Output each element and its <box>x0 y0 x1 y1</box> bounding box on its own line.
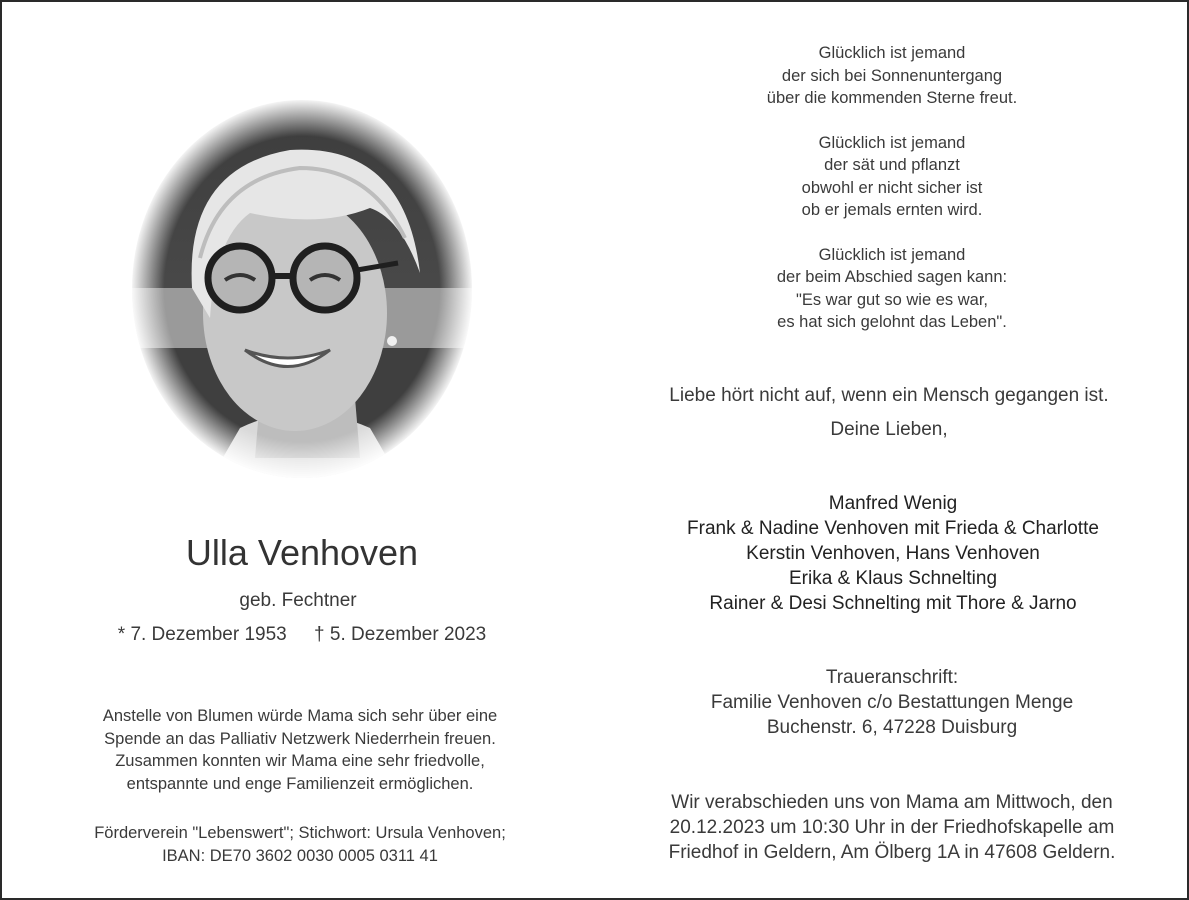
poem-line: über die kommenden Sterne freut. <box>766 89 1018 107</box>
poem-line: Glücklich ist jemand <box>818 44 966 62</box>
poem <box>596 42 1188 356</box>
death-date: 5. Dezember 2023 <box>329 624 487 645</box>
portrait-photo <box>130 98 474 480</box>
bank-details <box>2 822 598 867</box>
poem-line: es hat sich gelohnt das Leben". <box>777 313 1007 331</box>
donation-line: Anstelle von Blumen würde Mama sich sehr über eine <box>102 707 498 725</box>
funeral-line: Wir verabschieden uns von Mama am Mittwoch, den <box>671 792 1113 813</box>
poem-line: der sich bei Sonnenuntergang <box>781 66 1003 85</box>
donation-line: Zusammen konnten wir Mama eine sehr friedvolle, <box>115 752 485 770</box>
poem-line: ob er jemals ernten wird. <box>801 201 983 219</box>
poem-line: Glücklich ist jemand <box>818 133 966 152</box>
family-member: Kerstin Venhoven, Hans Venhoven <box>746 543 1040 564</box>
address-line: Buchenstr. 6, 47228 Duisburg <box>766 717 1018 738</box>
poem-line: "Es war gut so wie es war, <box>795 290 988 309</box>
birth-date: 7. Dezember 1953 <box>130 624 287 645</box>
closing-quote: Liebe hört nicht auf, wenn ein Mensch gegangen ist. <box>669 385 1109 406</box>
birth-star-icon: * <box>117 624 126 645</box>
funeral-line: Friedhof in Geldern, Am Ölberg 1A in 47608 Geldern. <box>668 842 1116 863</box>
address-line: Familie Venhoven c/o Bestattungen Menge <box>710 692 1074 713</box>
death-cross-icon: † <box>314 624 325 645</box>
life-dates <box>2 624 602 646</box>
family-member: Frank & Nadine Venhoven mit Frieda & Charlotte <box>687 518 1099 539</box>
poem-stanza <box>596 244 1188 334</box>
funeral-notice <box>596 790 1188 865</box>
poem-line: Glücklich ist jemand <box>818 245 966 264</box>
family-list <box>596 491 1189 616</box>
family-member: Rainer & Desi Schnelting mit Thore & Jarno <box>709 593 1077 614</box>
poem-stanza <box>596 42 1188 110</box>
bank-line: Förderverein "Lebenswert"; Stichwort: Ursula Venhoven; <box>94 824 506 842</box>
donation-line: entspannte und enge Familienzeit ermöglichen. <box>126 774 474 793</box>
bank-line: IBAN: DE70 3602 0030 0005 0311 41 <box>162 846 438 865</box>
mourning-address <box>596 665 1188 740</box>
family-member: Erika & Klaus Schnelting <box>788 568 998 589</box>
signoff: Deine Lieben, <box>830 419 948 440</box>
deceased-name: Ulla Venhoven <box>185 532 419 573</box>
donation-line: Spende an das Palliativ Netzwerk Niederrhein freuen. <box>104 729 496 748</box>
poem-line: der beim Abschied sagen kann: <box>776 268 1008 286</box>
poem-stanza <box>596 132 1188 222</box>
poem-line: der sät und pflanzt <box>824 156 960 174</box>
birth-name: geb. Fechtner <box>239 590 357 611</box>
funeral-line: 20.12.2023 um 10:30 Uhr in der Friedhofskapelle am <box>669 817 1115 838</box>
poem-line: obwohl er nicht sicher ist <box>801 178 983 197</box>
family-member: Manfred Wenig <box>828 493 958 514</box>
address-label: Traueranschrift: <box>825 667 959 688</box>
donation-note <box>2 705 598 795</box>
